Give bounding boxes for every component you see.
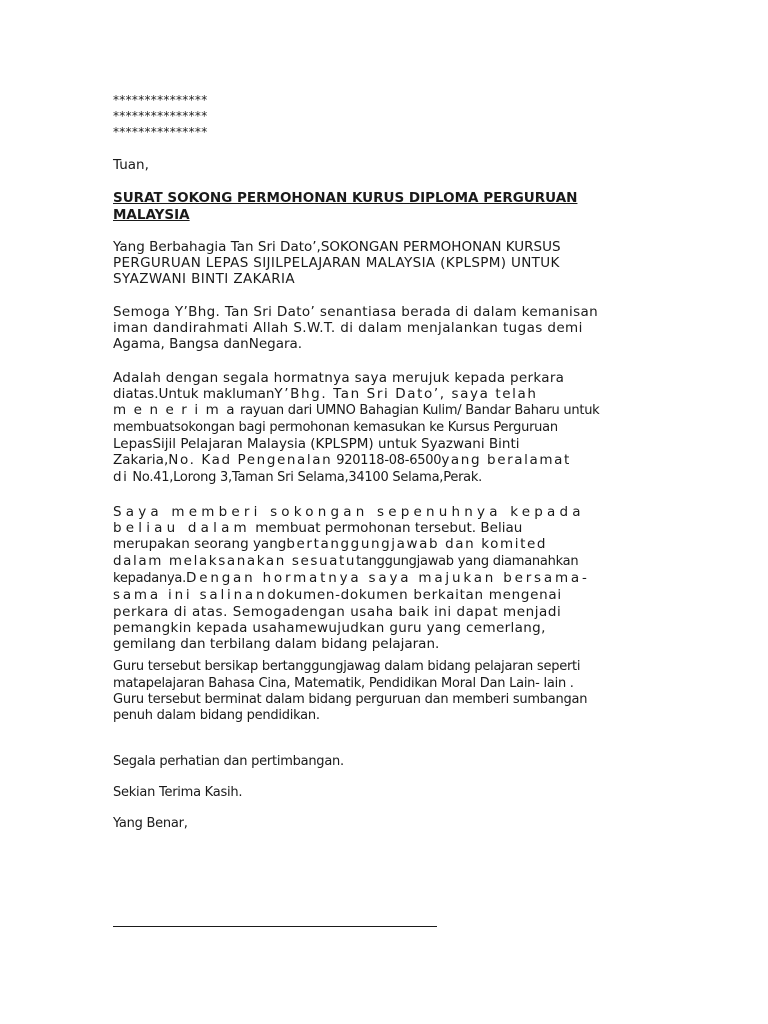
text-line: pemangkin kepada usahamewujudkan guru yang cemerlang,	[113, 619, 546, 636]
text-line: LepasSijil Pelajaran Malaysia (KPLSPM) untuk Syazwani Binti	[113, 435, 520, 452]
text-span: No.41,Lorong 3,Taman Sri Selama,34100 Selama,Perak.	[128, 470, 483, 486]
paragraph-reference	[113, 370, 653, 487]
paragraph-greeting	[113, 304, 653, 353]
text-line: perkara di atas. Semogadengan usaha baik ini dapat menjadi	[113, 603, 562, 620]
text-span: merupakan seorang yang	[113, 536, 287, 553]
text-span: diatas.Untuk makluman	[113, 385, 275, 402]
text-line: Agama, Bangsa danNegara.	[113, 336, 303, 353]
placeholder-stars	[113, 92, 653, 140]
stars-line: ***************	[113, 125, 208, 139]
letter-body	[113, 92, 653, 833]
text-span: No. Kad Pengenalan	[168, 452, 333, 469]
text-line: SYAZWANI BINTI ZAKARIA	[113, 271, 296, 288]
stars-line: ***************	[113, 109, 208, 123]
text-span: yang beralamat	[441, 452, 571, 469]
text-line: Yang Berbahagia Tan Sri Dato’,SOKONGAN PERMOHONAN KURSUS	[113, 238, 561, 255]
text-span: tanggungjawab yang diamanahkan	[356, 553, 579, 569]
text-line: Guru tersebut berminat dalam bidang perguruan dan memberi sumbangan	[113, 692, 588, 708]
text-span: di	[113, 469, 129, 486]
text-span: sama ini salinan	[113, 587, 268, 604]
text-line: PERGURUAN LEPAS SIJILPELAJARAN MALAYSIA (KPLSPM) UNTUK	[113, 255, 560, 272]
closing-signoff: Yang Benar,	[113, 816, 188, 832]
text-span: kepadanya.	[113, 570, 187, 586]
text-span: beliau dalam	[113, 520, 251, 537]
subject-line: SURAT SOKONG PERMOHONAN KURUS DIPLOMA PERGURUAN	[113, 190, 578, 207]
text-line	[113, 402, 653, 419]
text-span: bertanggungjawab dan komited	[286, 536, 548, 553]
paragraph-support	[113, 504, 653, 653]
text-line: iman dandirahmati Allah S.W.T. di dalam menjalankan tugas demi	[113, 320, 583, 337]
text-line	[113, 536, 653, 552]
subject-line: MALAYSIA	[113, 206, 190, 223]
text-line: Adalah dengan segala hormatnya saya merujuk kepada perkara	[113, 369, 565, 386]
text-line	[113, 386, 653, 402]
text-span: membuat permohonan tersebut. Beliau	[250, 520, 523, 537]
signature-line	[113, 926, 437, 927]
text-line	[113, 553, 653, 570]
paragraph-introduction	[113, 239, 653, 288]
text-line	[113, 570, 653, 587]
closing-thanks: Sekian Terima Kasih.	[113, 784, 243, 800]
text-line: gemilang dan terbilang dalam bidang pelajaran.	[113, 636, 440, 653]
letter-subject	[113, 190, 653, 223]
closing-consideration: Segala perhatian dan pertimbangan.	[113, 753, 344, 769]
text-line	[113, 520, 653, 536]
text-span: dokumen-dokumen berkaitan mengenai	[267, 587, 562, 604]
text-line	[113, 469, 653, 486]
text-line: Saya memberi sokongan sepenuhnya kepada	[113, 503, 585, 520]
text-line	[113, 587, 653, 603]
text-line: membuatsokongan bagi permohonan kemasukan ke Kursus Perguruan	[113, 419, 558, 435]
text-span: m e n e r i m a	[113, 402, 237, 419]
text-line	[113, 452, 653, 469]
text-span: dalam melaksanakan sesuatu	[113, 552, 357, 569]
salutation: Tuan,	[113, 157, 149, 173]
text-line: Semoga Y’Bhg. Tan Sri Dato’ senantiasa berada di dalam kemanisan	[113, 303, 599, 320]
text-span: Dengan hormatnya saya majukan bersama-	[186, 569, 590, 586]
paragraph-student-attitude	[113, 659, 653, 724]
text-span: Y’Bhg. Tan Sri Dato’, saya telah	[274, 385, 538, 402]
text-span: Zakaria,	[113, 452, 169, 469]
text-span: rayuan dari UMNO Bahagian Kulim/ Bandar Baharu untuk	[236, 403, 600, 419]
text-line: penuh dalam bidang pendidikan.	[113, 708, 320, 724]
stars-line: ***************	[113, 93, 208, 107]
text-span: 920118-08-6500	[332, 453, 442, 469]
text-line: Guru tersebut bersikap bertanggungjawag dalam bidang pelajaran seperti	[113, 659, 581, 675]
text-line: matapelajaran Bahasa Cina, Matematik, Pendidikan Moral Dan Lain- lain .	[113, 675, 574, 691]
